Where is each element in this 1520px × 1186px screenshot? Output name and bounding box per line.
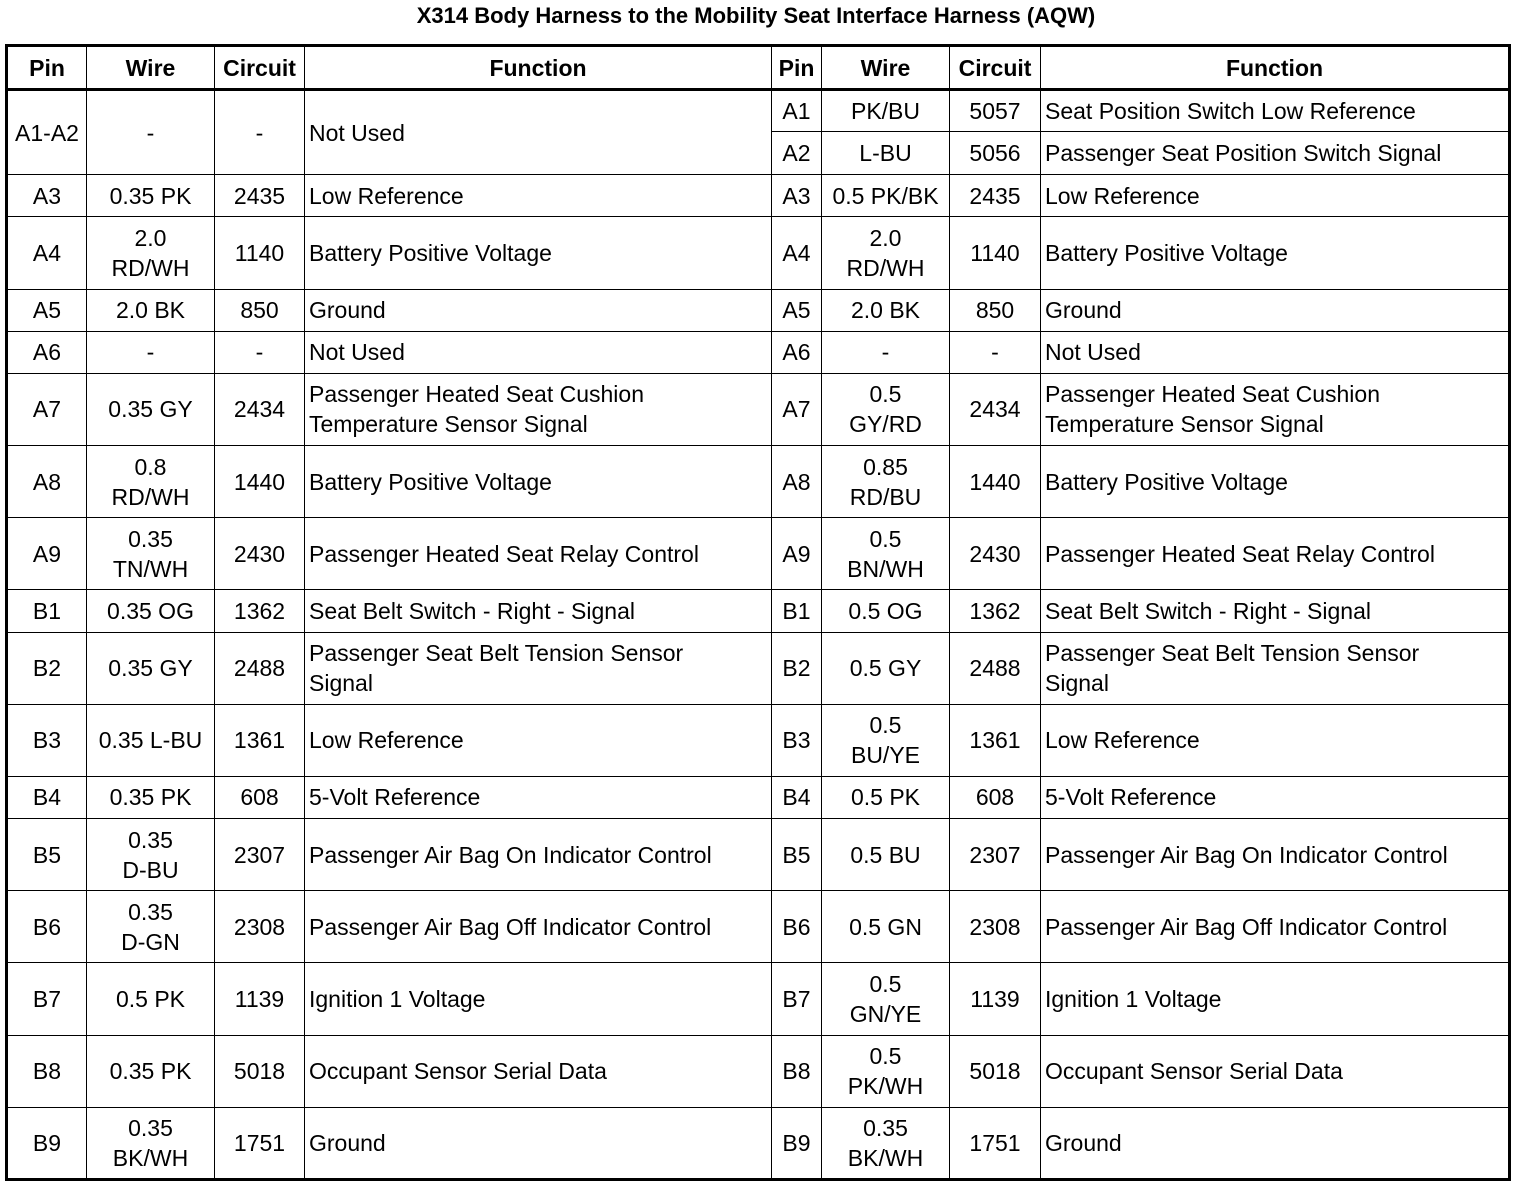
function-cell: Seat Position Switch Low Reference [1041,90,1510,132]
table-row [7,331,1510,373]
pin-cell: A8 [7,446,87,518]
function-cell: Passenger Air Bag Off Indicator Control [1041,891,1510,963]
pin-cell: A4 [772,217,822,289]
circuit-cell: - [950,331,1041,373]
pin-cell: B4 [772,776,822,818]
pin-cell: A5 [7,289,87,331]
function-cell: Passenger Heated Seat Cushion Temperature Sensor Signal [305,373,772,445]
wire-cell: 0.5 BU/YE [822,704,950,776]
circuit-cell: 1440 [215,446,305,518]
pin-cell: B2 [772,632,822,704]
circuit-cell: 608 [950,776,1041,818]
circuit-cell: 5056 [950,132,1041,175]
pin-cell: B1 [7,590,87,632]
circuit-cell: 1140 [950,217,1041,289]
function-cell: Passenger Heated Seat Relay Control [1041,518,1510,590]
table-row [7,175,1510,217]
function-cell: Occupant Sensor Serial Data [305,1035,772,1107]
wire-cell: 0.35 BK/WH [87,1107,215,1179]
pin-cell: B5 [7,819,87,891]
function-cell: Battery Positive Voltage [1041,217,1510,289]
wire-cell: 0.35 PK [87,175,215,217]
function-cell: Passenger Heated Seat Relay Control [305,518,772,590]
function-cell: Ground [305,289,772,331]
function-cell: 5-Volt Reference [305,776,772,818]
function-cell: Low Reference [1041,704,1510,776]
wire-cell: 0.5 PK [87,963,215,1035]
circuit-cell: 2308 [215,891,305,963]
function-cell: Passenger Air Bag Off Indicator Control [305,891,772,963]
header-wire-right: Wire [822,46,950,90]
pinout-table [5,44,1511,1181]
page-title: X314 Body Harness to the Mobility Seat Interface Harness (AQW) [416,3,1096,28]
wire-cell: 0.5 BU [822,819,950,891]
pin-cell: B3 [7,704,87,776]
circuit-cell: 1751 [950,1107,1041,1179]
function-cell: Seat Belt Switch - Right - Signal [305,590,772,632]
wire-cell: 0.5 OG [822,590,950,632]
pin-cell: B4 [7,776,87,818]
table-row [7,776,1510,818]
circuit-cell: 5057 [950,90,1041,132]
function-cell: Passenger Seat Belt Tension Sensor Signal [1041,632,1510,704]
table-row [7,590,1510,632]
function-cell: Ground [1041,289,1510,331]
circuit-cell: 2435 [950,175,1041,217]
circuit-cell: - [215,90,305,175]
wire-cell: 0.8 RD/WH [87,446,215,518]
table-row [7,704,1510,776]
function-cell: 5-Volt Reference [1041,776,1510,818]
pin-cell: A6 [772,331,822,373]
wire-cell: 0.35 TN/WH [87,518,215,590]
function-cell: Passenger Seat Belt Tension Sensor Signal [305,632,772,704]
circuit-cell: 2488 [215,632,305,704]
pin-cell: B6 [7,891,87,963]
circuit-cell: 2435 [215,175,305,217]
wire-cell: 0.5 PK [822,776,950,818]
circuit-cell: 2488 [950,632,1041,704]
circuit-cell: 850 [215,289,305,331]
function-cell: Low Reference [305,175,772,217]
circuit-cell: 2434 [215,373,305,445]
wire-cell: 0.35 OG [87,590,215,632]
function-cell: Battery Positive Voltage [1041,446,1510,518]
function-cell: Not Used [1041,331,1510,373]
circuit-cell: 2307 [215,819,305,891]
wire-cell: 2.0 BK [87,289,215,331]
pin-cell: A7 [772,373,822,445]
function-cell: Ignition 1 Voltage [1041,963,1510,1035]
header-function-left: Function [305,46,772,90]
pin-cell: A8 [772,446,822,518]
wire-cell: - [87,331,215,373]
circuit-cell: 2430 [950,518,1041,590]
pin-cell: A1-A2 [7,90,87,175]
pin-cell: B8 [7,1035,87,1107]
function-cell: Battery Positive Voltage [305,217,772,289]
pin-cell: B6 [772,891,822,963]
function-cell: Passenger Air Bag On Indicator Control [1041,819,1510,891]
table-row [7,891,1510,963]
circuit-cell: 1139 [950,963,1041,1035]
wire-cell: 0.5 GY [822,632,950,704]
table-row [7,289,1510,331]
header-pin-right: Pin [772,46,822,90]
header-function-right: Function [1041,46,1510,90]
pin-cell: B9 [772,1107,822,1179]
table-row [7,963,1510,1035]
wire-cell: 0.35 PK [87,776,215,818]
pin-cell: B9 [7,1107,87,1179]
wire-cell: 0.35 GY [87,373,215,445]
circuit-cell: 2308 [950,891,1041,963]
table-row [7,373,1510,445]
circuit-cell: 1440 [950,446,1041,518]
pin-cell: A3 [772,175,822,217]
circuit-cell: 1361 [215,704,305,776]
header-row [7,46,1510,90]
table-row [7,90,1510,132]
table-row [7,518,1510,590]
pin-cell: B5 [772,819,822,891]
function-cell: Low Reference [305,704,772,776]
pin-cell: A9 [7,518,87,590]
header-circuit-left: Circuit [215,46,305,90]
wire-cell: - [87,90,215,175]
function-cell: Passenger Heated Seat Cushion Temperature Sensor Signal [1041,373,1510,445]
circuit-cell: 850 [950,289,1041,331]
pin-cell: A7 [7,373,87,445]
pin-cell: A9 [772,518,822,590]
wire-cell: 0.5 GN [822,891,950,963]
pin-cell: A6 [7,331,87,373]
wire-cell: 0.35 PK [87,1035,215,1107]
header-pin-left: Pin [7,46,87,90]
table-row [7,819,1510,891]
pin-cell: B3 [772,704,822,776]
wire-cell: 0.5 GY/RD [822,373,950,445]
pin-cell: B1 [772,590,822,632]
function-cell: Not Used [305,331,772,373]
table-row [7,632,1510,704]
wire-cell: 0.5 GN/YE [822,963,950,1035]
table-row [7,446,1510,518]
wire-cell: 0.35 D-GN [87,891,215,963]
table-row [7,217,1510,289]
function-cell: Ground [1041,1107,1510,1179]
table-row [7,1107,1510,1179]
wire-cell: 0.85 RD/BU [822,446,950,518]
wire-cell: 0.35 GY [87,632,215,704]
function-cell: Ground [305,1107,772,1179]
circuit-cell: 1140 [215,217,305,289]
pin-cell: A5 [772,289,822,331]
wire-cell: 0.5 PK/WH [822,1035,950,1107]
circuit-cell: 5018 [950,1035,1041,1107]
function-cell: Not Used [305,90,772,175]
circuit-cell: 1361 [950,704,1041,776]
circuit-cell: - [215,331,305,373]
table-row [7,1035,1510,1107]
wire-cell: 2.0 RD/WH [822,217,950,289]
pin-cell: A3 [7,175,87,217]
function-cell: Passenger Seat Position Switch Signal [1041,132,1510,175]
circuit-cell: 2430 [215,518,305,590]
wire-cell: PK/BU [822,90,950,132]
pin-cell: B7 [7,963,87,1035]
wire-cell: 2.0 BK [822,289,950,331]
wire-cell: 0.35 BK/WH [822,1107,950,1179]
wire-cell: L-BU [822,132,950,175]
wire-cell: - [822,331,950,373]
circuit-cell: 2434 [950,373,1041,445]
circuit-cell: 1139 [215,963,305,1035]
function-cell: Ignition 1 Voltage [305,963,772,1035]
pin-cell: A2 [772,132,822,175]
circuit-cell: 1751 [215,1107,305,1179]
wire-cell: 0.5 PK/BK [822,175,950,217]
wire-cell: 2.0 RD/WH [87,217,215,289]
function-cell: Occupant Sensor Serial Data [1041,1035,1510,1107]
circuit-cell: 608 [215,776,305,818]
header-circuit-right: Circuit [950,46,1041,90]
pin-cell: B2 [7,632,87,704]
function-cell: Passenger Air Bag On Indicator Control [305,819,772,891]
header-wire-left: Wire [87,46,215,90]
wire-cell: 0.35 L-BU [87,704,215,776]
circuit-cell: 1362 [950,590,1041,632]
circuit-cell: 2307 [950,819,1041,891]
wire-cell: 0.5 BN/WH [822,518,950,590]
function-cell: Seat Belt Switch - Right - Signal [1041,590,1510,632]
pin-cell: B8 [772,1035,822,1107]
circuit-cell: 5018 [215,1035,305,1107]
circuit-cell: 1362 [215,590,305,632]
function-cell: Battery Positive Voltage [305,446,772,518]
wire-cell: 0.35 D-BU [87,819,215,891]
pin-cell: B7 [772,963,822,1035]
function-cell: Low Reference [1041,175,1510,217]
pin-cell: A1 [772,90,822,132]
pin-cell: A4 [7,217,87,289]
